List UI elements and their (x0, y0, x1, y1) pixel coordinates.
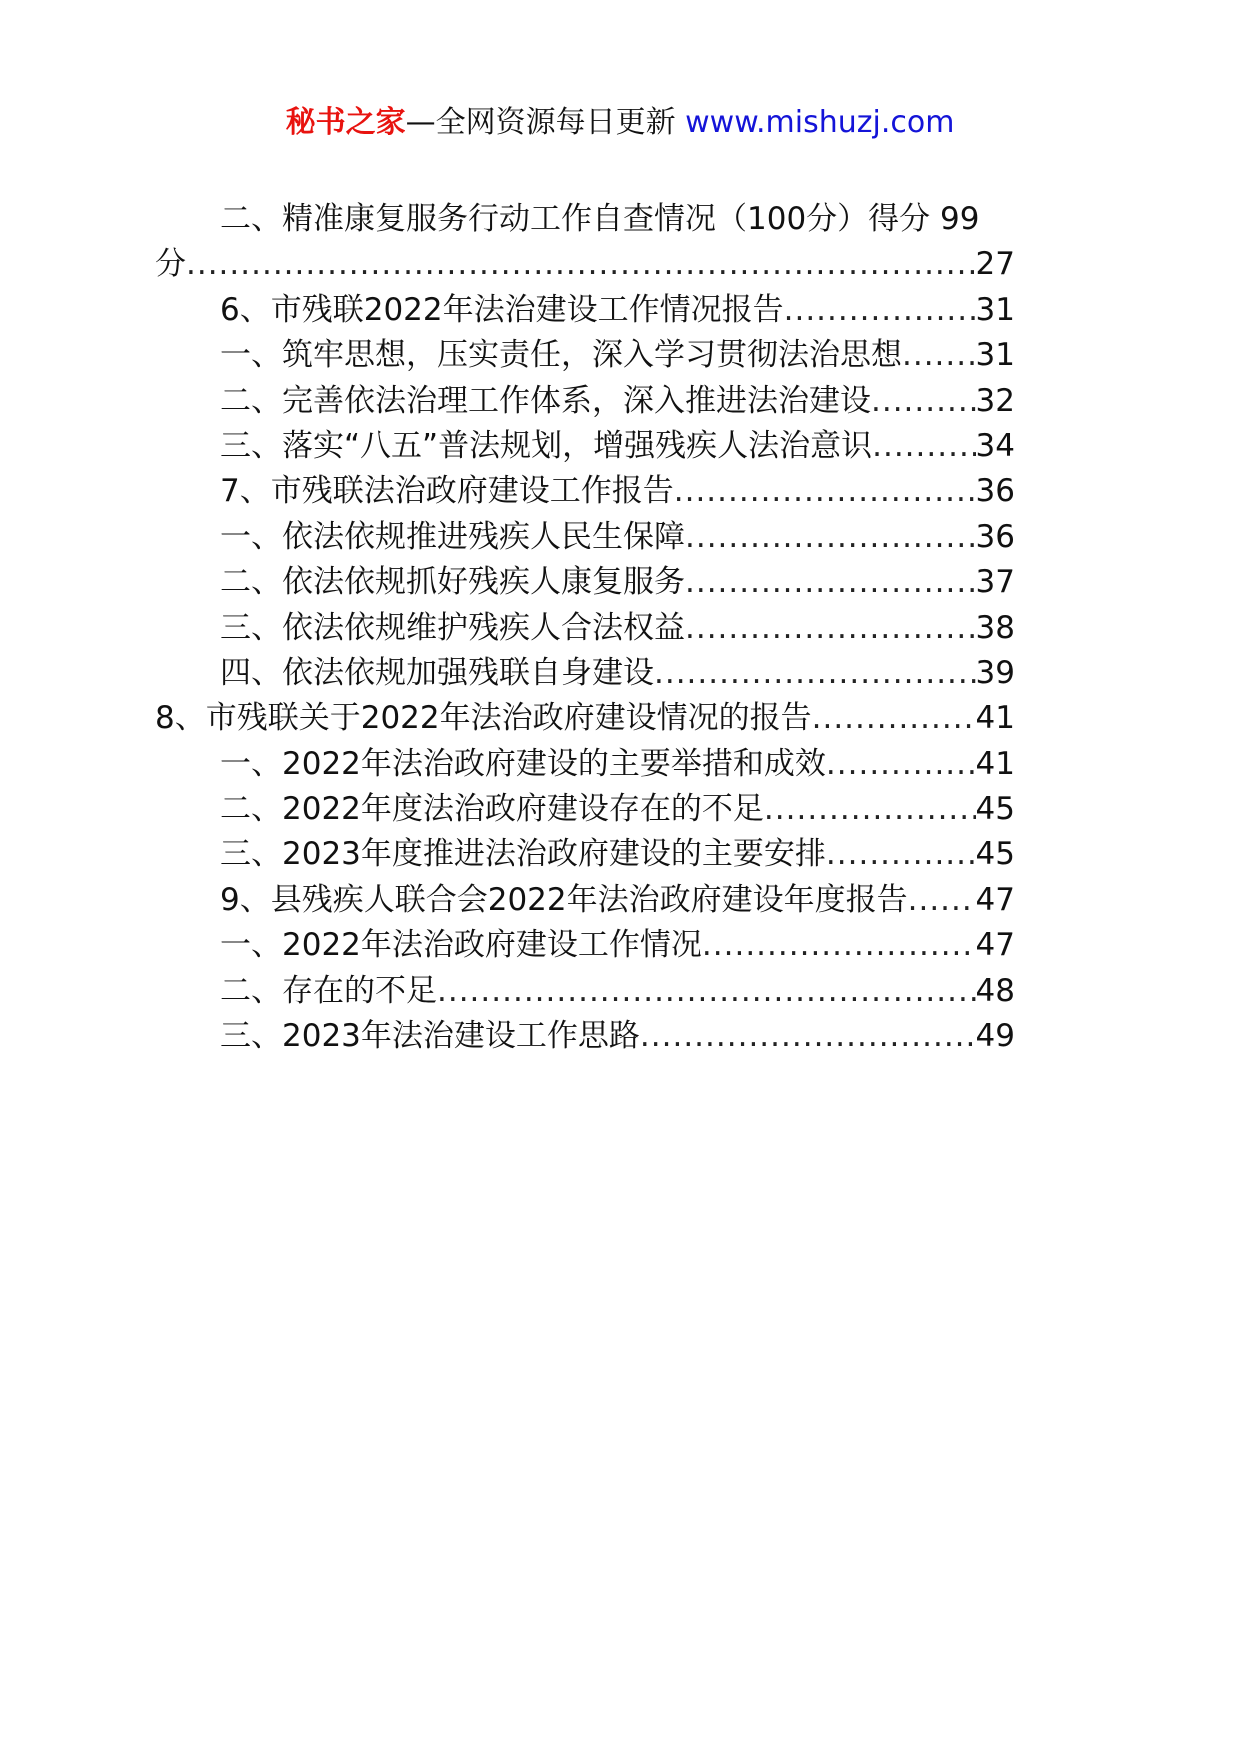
toc-entry-label: 四、依法依规加强残联自身建设 (220, 654, 654, 691)
table-of-contents (155, 197, 1015, 1059)
toc-entry-label: 一、依法依规推进残疾人民生保障 (220, 518, 685, 555)
toc-entry-label: 二、存在的不足 (220, 972, 437, 1009)
toc-entry-label: 8、市残联关于2022年法治政府建设情况的报告 (155, 700, 812, 737)
toc-leader-dots (871, 379, 976, 424)
toc-entry[interactable] (220, 878, 1015, 923)
toc-leader-dots (654, 651, 976, 696)
toc-entry[interactable] (155, 696, 1015, 741)
toc-entry[interactable] (220, 742, 1015, 787)
site-url-link[interactable]: www.mishuzj.com (685, 105, 955, 140)
toc-entry[interactable] (220, 1014, 1015, 1059)
toc-entry-label: 二、2022年度法治政府建设存在的不足 (220, 791, 764, 828)
page-header (0, 103, 1240, 143)
toc-entry[interactable] (220, 424, 1015, 469)
toc-entry-page: 37 (975, 564, 1015, 601)
toc-entry[interactable] (220, 560, 1015, 605)
toc-entry-label: 三、依法依规维护残疾人合法权益 (220, 609, 685, 646)
toc-entry-page: 47 (975, 927, 1015, 964)
toc-entry[interactable] (220, 515, 1015, 560)
toc-leader-dots (908, 878, 976, 923)
toc-leader-dots (764, 787, 976, 832)
toc-entry-label: 三、2023年法治建设工作思路 (220, 1018, 640, 1055)
toc-entry[interactable] (220, 606, 1015, 651)
header-slogan: —全网资源每日更新 (405, 105, 676, 140)
toc-entry-page: 45 (975, 836, 1015, 873)
toc-entry-page: 36 (975, 473, 1015, 510)
toc-leader-dots (685, 560, 976, 605)
toc-entry-page: 31 (975, 291, 1015, 328)
toc-entry-page: 36 (975, 518, 1015, 555)
toc-entry-page: 27 (975, 246, 1015, 283)
toc-leader-dots (812, 696, 976, 741)
toc-leader-dots (784, 288, 976, 333)
toc-leader-dots (685, 606, 976, 651)
toc-entry[interactable] (220, 651, 1015, 696)
toc-entry-page: 47 (975, 881, 1015, 918)
brand-name: 秘书之家 (285, 105, 406, 140)
toc-entry-label: 三、2023年度推进法治政府建设的主要安排 (220, 836, 826, 873)
toc-leader-dots (826, 832, 976, 877)
toc-leader-dots (685, 515, 976, 560)
toc-entry[interactable] (220, 333, 1015, 378)
toc-leader-dots (872, 424, 975, 469)
toc-entry[interactable] (220, 832, 1015, 877)
toc-leader-dots (902, 333, 976, 378)
toc-entry-first-line1[interactable]: 二、精准康复服务行动工作自查情况（100分）得分 99 (220, 201, 980, 237)
toc-leader-dots (674, 469, 976, 514)
toc-entry-page: 31 (975, 337, 1015, 374)
toc-leader-dots (186, 242, 976, 287)
toc-entry[interactable] (220, 923, 1015, 968)
toc-entry[interactable] (220, 787, 1015, 832)
toc-entry-label: 9、县残疾人联合会2022年法治政府建设年度报告 (220, 881, 908, 918)
toc-entry-label: 一、2022年法治政府建设工作情况 (220, 927, 702, 964)
toc-entry-label: 三、落实“八五”普法规划，增强残疾人法治意识 (220, 427, 873, 464)
toc-entry[interactable] (220, 469, 1015, 514)
toc-entry-page: 49 (975, 1018, 1015, 1055)
toc-leader-dots (826, 742, 976, 787)
toc-leader-dots (702, 923, 976, 968)
toc-entry[interactable] (220, 288, 1015, 333)
toc-entry-page: 34 (975, 427, 1015, 464)
toc-entry-label: 一、筑牢思想，压实责任，深入学习贯彻法治思想 (220, 337, 902, 374)
toc-entry[interactable] (220, 969, 1015, 1014)
toc-leader-dots (640, 1014, 976, 1059)
toc-entry-page: 32 (975, 382, 1015, 419)
toc-entry-label: 二、完善依法治理工作体系，深入推进法治建设 (220, 382, 871, 419)
toc-entry[interactable] (220, 379, 1015, 424)
toc-entry-label: 6、市残联2022年法治建设工作情况报告 (220, 291, 784, 328)
toc-entry-page: 48 (975, 972, 1015, 1009)
toc-entry-page: 45 (975, 791, 1015, 828)
toc-entry-label: 二、依法依规抓好残疾人康复服务 (220, 564, 685, 601)
toc-entry-page: 39 (975, 654, 1015, 691)
toc-entry-list (155, 288, 1015, 1060)
toc-entry-page: 38 (975, 609, 1015, 646)
toc-entry-label: 一、2022年法治政府建设的主要举措和成效 (220, 745, 826, 782)
toc-entry-page: 41 (975, 700, 1015, 737)
toc-entry-label: 7、市残联法治政府建设工作报告 (220, 473, 674, 510)
toc-entry-first-line2[interactable] (155, 242, 1015, 287)
toc-entry-label: 分 (155, 246, 186, 283)
toc-entry-page: 41 (975, 745, 1015, 782)
toc-leader-dots (437, 969, 976, 1014)
